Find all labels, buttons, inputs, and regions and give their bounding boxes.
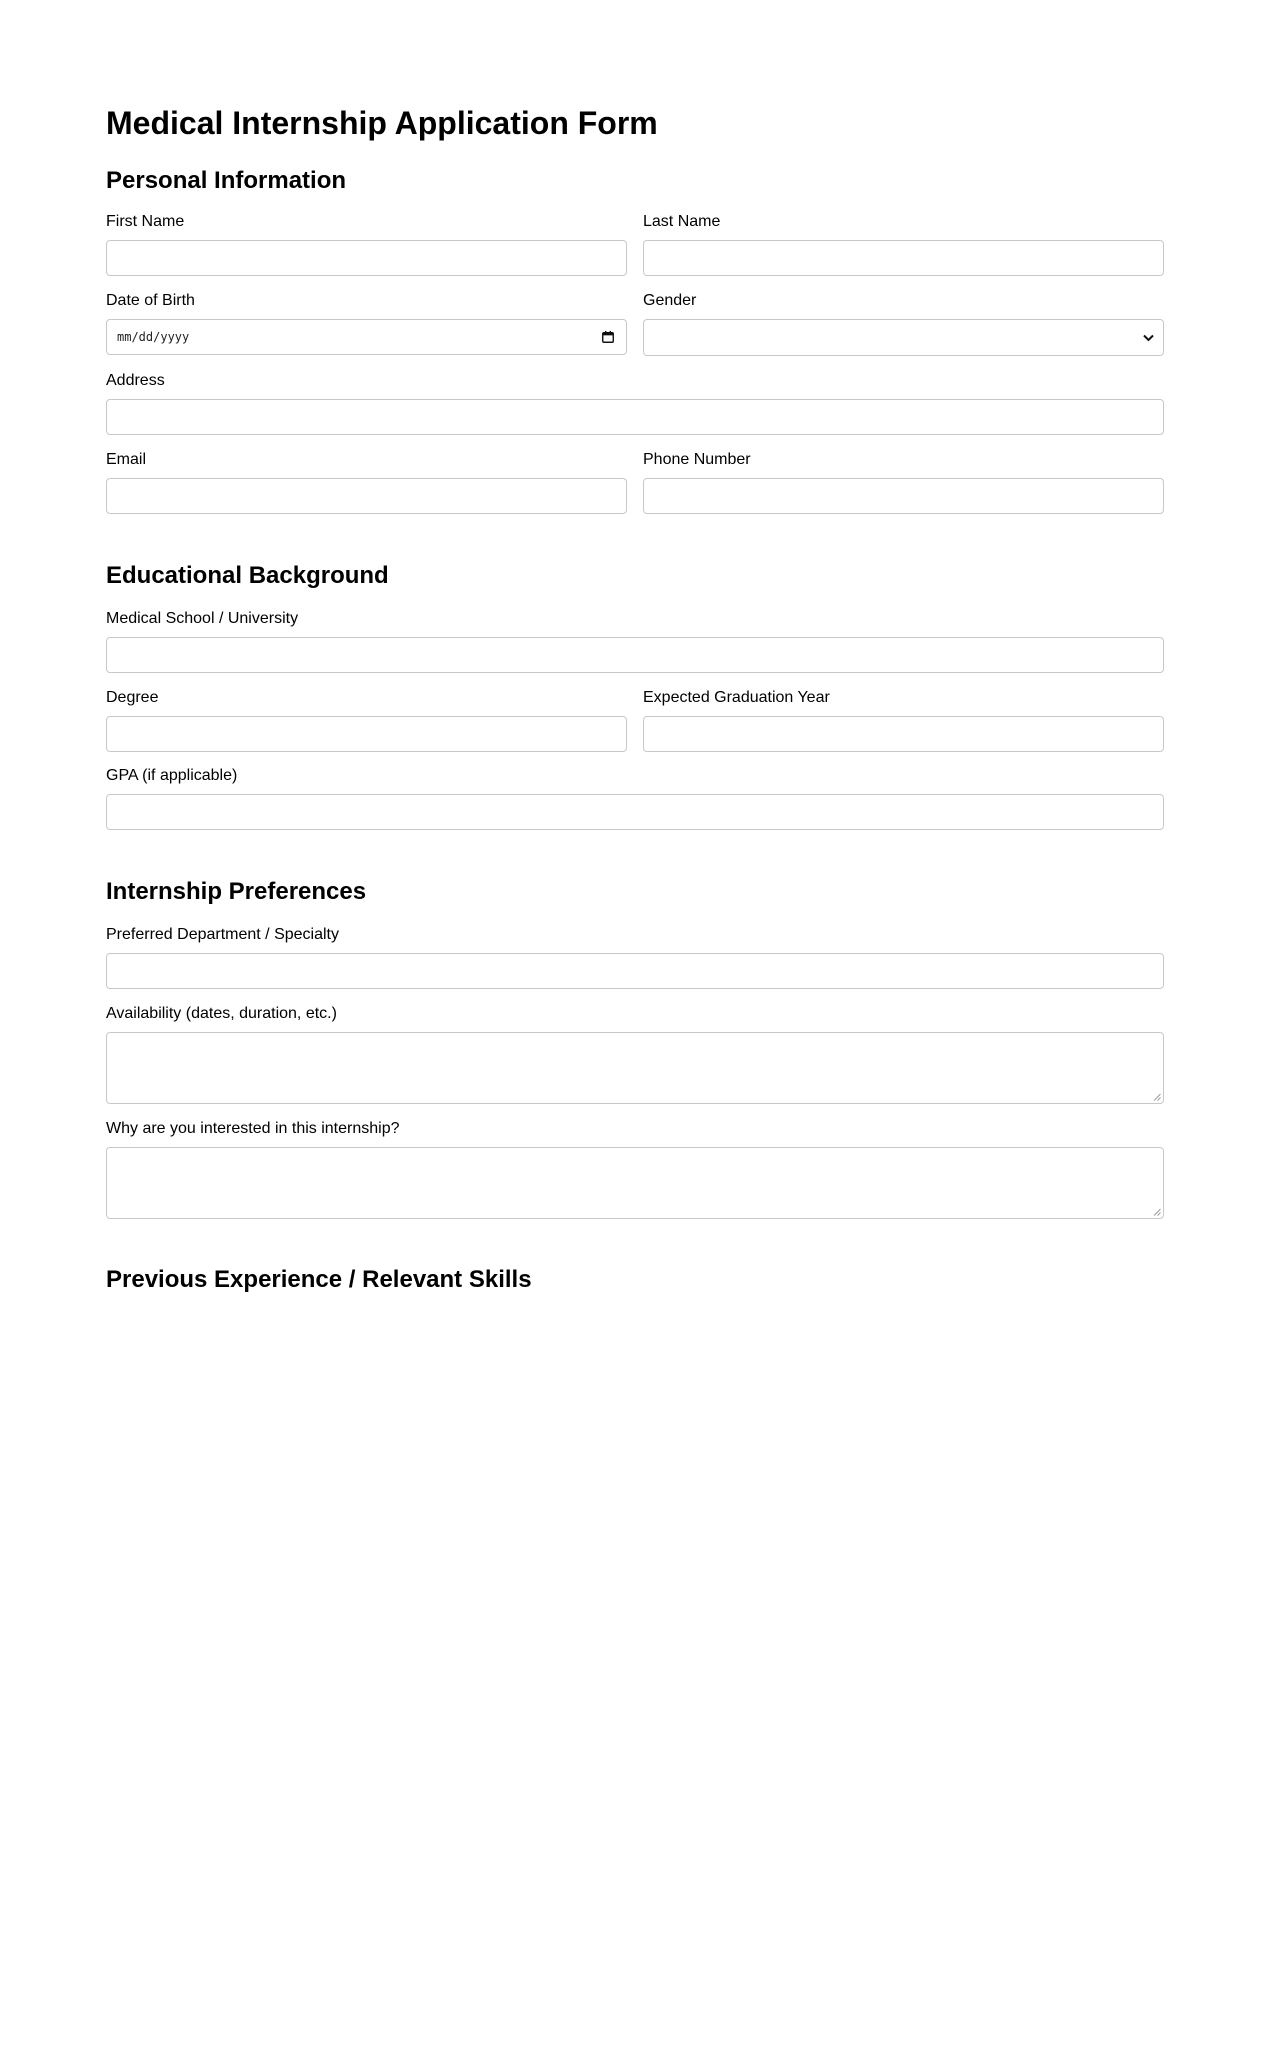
gpa-label: GPA (if applicable) <box>106 767 238 784</box>
interest-label: Why are you interested in this internship? <box>106 1120 400 1137</box>
resize-grip-icon[interactable] <box>1153 1093 1161 1101</box>
section-heading-experience: Previous Experience / Relevant Skills <box>106 1266 532 1293</box>
grad-year-group <box>643 688 1164 708</box>
degree-input[interactable] <box>106 716 627 752</box>
school-input[interactable] <box>106 637 1164 673</box>
gender-group <box>643 291 1164 311</box>
calendar-icon[interactable] <box>602 331 614 343</box>
last-name-input[interactable] <box>643 240 1164 276</box>
section-heading-personal: Personal Information <box>106 167 347 194</box>
dob-label: Date of Birth <box>106 292 195 309</box>
gender-label: Gender <box>643 292 697 309</box>
email-label: Email <box>106 451 147 468</box>
school-group <box>106 609 1164 629</box>
availability-group <box>106 1004 1164 1024</box>
department-input[interactable] <box>106 953 1164 989</box>
interest-group <box>106 1119 1164 1139</box>
school-label: Medical School / University <box>106 610 299 627</box>
interest-textarea[interactable] <box>106 1147 1164 1219</box>
page-title: Medical Internship Application Form <box>106 105 658 141</box>
department-label: Preferred Department / Specialty <box>106 926 339 943</box>
phone-label: Phone Number <box>643 451 751 468</box>
gpa-group <box>106 766 1164 786</box>
last-name-group <box>643 212 1164 232</box>
email-input[interactable] <box>106 478 627 514</box>
first-name-label: First Name <box>106 213 185 230</box>
address-group <box>106 371 1164 391</box>
resize-grip-icon[interactable] <box>1153 1208 1161 1216</box>
availability-textarea[interactable] <box>106 1032 1164 1104</box>
section-heading-preferences: Internship Preferences <box>106 878 367 905</box>
phone-group <box>643 450 1164 470</box>
email-group <box>106 450 627 470</box>
dob-placeholder: mm/dd/yyyy <box>117 330 190 344</box>
address-label: Address <box>106 372 165 389</box>
phone-input[interactable] <box>643 478 1164 514</box>
degree-group <box>106 688 627 708</box>
chevron-down-icon <box>1143 334 1154 342</box>
dob-date-input[interactable] <box>106 319 627 355</box>
degree-label: Degree <box>106 689 159 706</box>
address-input[interactable] <box>106 399 1164 435</box>
first-name-group <box>106 212 627 232</box>
department-group <box>106 925 1164 945</box>
section-heading-education: Educational Background <box>106 562 389 589</box>
gender-select[interactable] <box>643 319 1164 356</box>
last-name-label: Last Name <box>643 213 721 230</box>
dob-group <box>106 291 627 344</box>
availability-label: Availability (dates, duration, etc.) <box>106 1005 337 1022</box>
grad-year-label: Expected Graduation Year <box>643 689 830 706</box>
first-name-input[interactable] <box>106 240 627 276</box>
gpa-input[interactable] <box>106 794 1164 830</box>
grad-year-input[interactable] <box>643 716 1164 752</box>
